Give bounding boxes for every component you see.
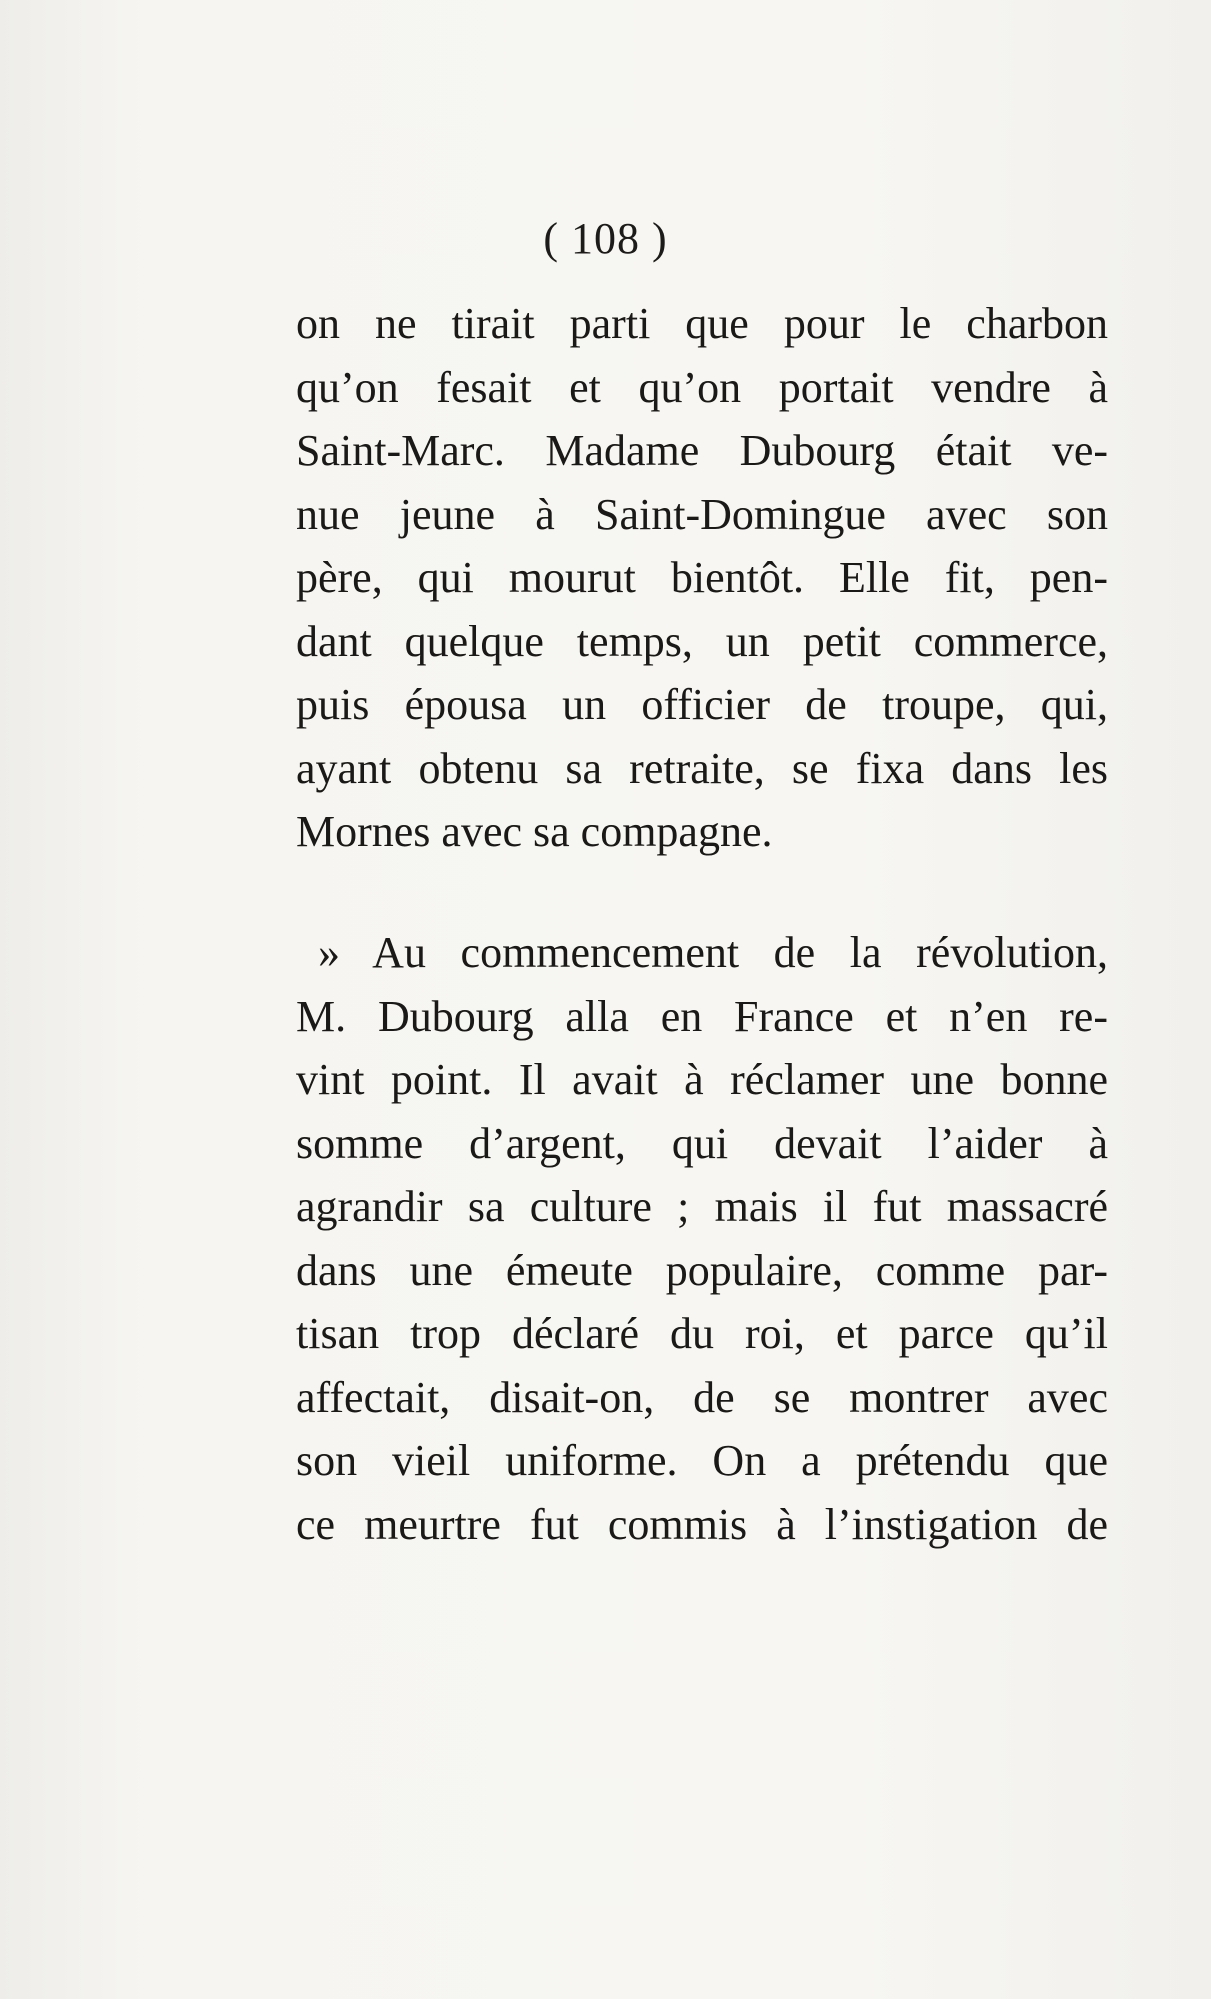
text-line: ce meurtre fut commis à l’instigation de bbox=[296, 1499, 1108, 1549]
page-number: ( 108 ) bbox=[543, 214, 668, 263]
text-line: somme d’argent, qui devait l’aider à bbox=[296, 1118, 1108, 1168]
text-line: Mornes avec sa compagne. bbox=[296, 807, 773, 856]
text-line: M. Dubourg alla en France et n’en re- bbox=[296, 991, 1108, 1041]
text-line: père, qui mourut bientôt. Elle fit, pen- bbox=[296, 553, 1108, 602]
text-line: nue jeune à Saint-Domingue avec son bbox=[296, 489, 1108, 539]
text-line: dant quelque temps, un petit commerce, bbox=[296, 616, 1108, 666]
text-line: ayant obtenu sa retraite, se fixa dans les bbox=[296, 743, 1108, 793]
text-line: puis épousa un officier de troupe, qui, bbox=[296, 680, 1108, 729]
text-line: on ne tirait parti que pour le charbon bbox=[296, 299, 1108, 348]
paragraph-1 bbox=[296, 292, 1108, 864]
text-line: qu’on fesait et qu’on portait vendre à bbox=[296, 362, 1108, 412]
text-line: Saint-Marc. Madame Dubourg était ve- bbox=[296, 426, 1108, 475]
text-line: son vieil uniforme. On a prétendu que bbox=[296, 1436, 1108, 1485]
text-line: agrandir sa culture ; mais il fut massacré bbox=[296, 1182, 1108, 1231]
text-line: » Au commencement de la révolution, bbox=[318, 928, 1108, 977]
paragraph-2 bbox=[296, 921, 1108, 1556]
text-line: tisan trop déclaré du roi, et parce qu’il bbox=[296, 1309, 1108, 1358]
text-line: affectait, disait-on, de se montrer avec bbox=[296, 1372, 1108, 1422]
text-line: vint point. Il avait à réclamer une bonne bbox=[296, 1055, 1108, 1104]
text-line: dans une émeute populaire, comme par- bbox=[296, 1245, 1108, 1295]
